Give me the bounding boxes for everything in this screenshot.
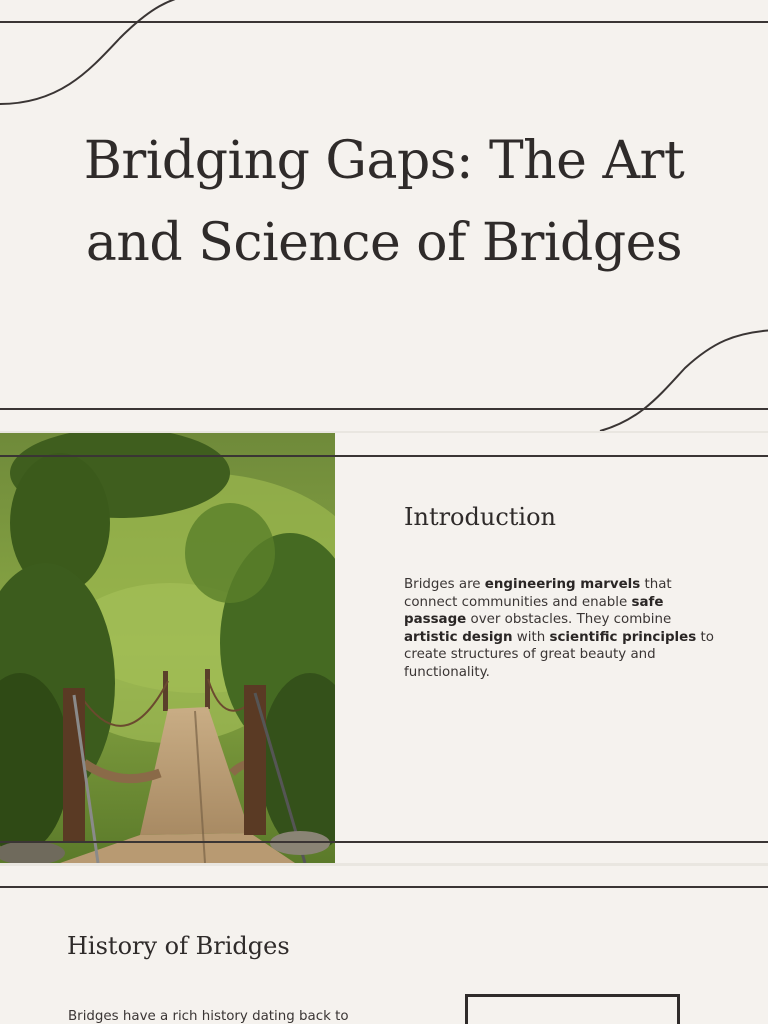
intro-emphasis: engineering marvels <box>484 577 641 592</box>
intro-top-rule <box>0 455 768 457</box>
page-title: Bridging Gaps: The Art and Science of Bridges <box>83 131 685 273</box>
bottom-rule <box>0 408 768 410</box>
bridge-photo <box>0 433 335 863</box>
intro-text-segment: to create structures of great beauty and functionality. <box>404 629 714 680</box>
intro-text-segment: that connect communities and enable <box>404 577 672 610</box>
introduction-text <box>404 576 722 682</box>
top-left-curve <box>0 0 195 104</box>
bottom-right-curve <box>600 330 768 431</box>
introduction-slide <box>0 433 768 863</box>
top-rule <box>0 21 768 23</box>
history-image-frame <box>465 994 680 1024</box>
intro-emphasis: scientific principles <box>549 629 697 645</box>
history-slide <box>0 866 768 1024</box>
intro-emphasis: safe passage <box>404 594 664 628</box>
history-text: Bridges have a rich history dating back to <box>68 1009 349 1024</box>
history-top-rule <box>0 886 768 888</box>
history-heading: History of Bridges <box>67 932 290 960</box>
intro-text-segment: over obstacles. They combine <box>466 612 672 628</box>
intro-bottom-rule <box>0 841 768 843</box>
intro-text-segment: with <box>512 629 550 645</box>
intro-text-segment: Bridges are <box>404 577 485 592</box>
intro-emphasis: artistic design <box>404 629 513 645</box>
title-slide <box>0 0 768 431</box>
introduction-heading: Introduction <box>404 503 556 531</box>
